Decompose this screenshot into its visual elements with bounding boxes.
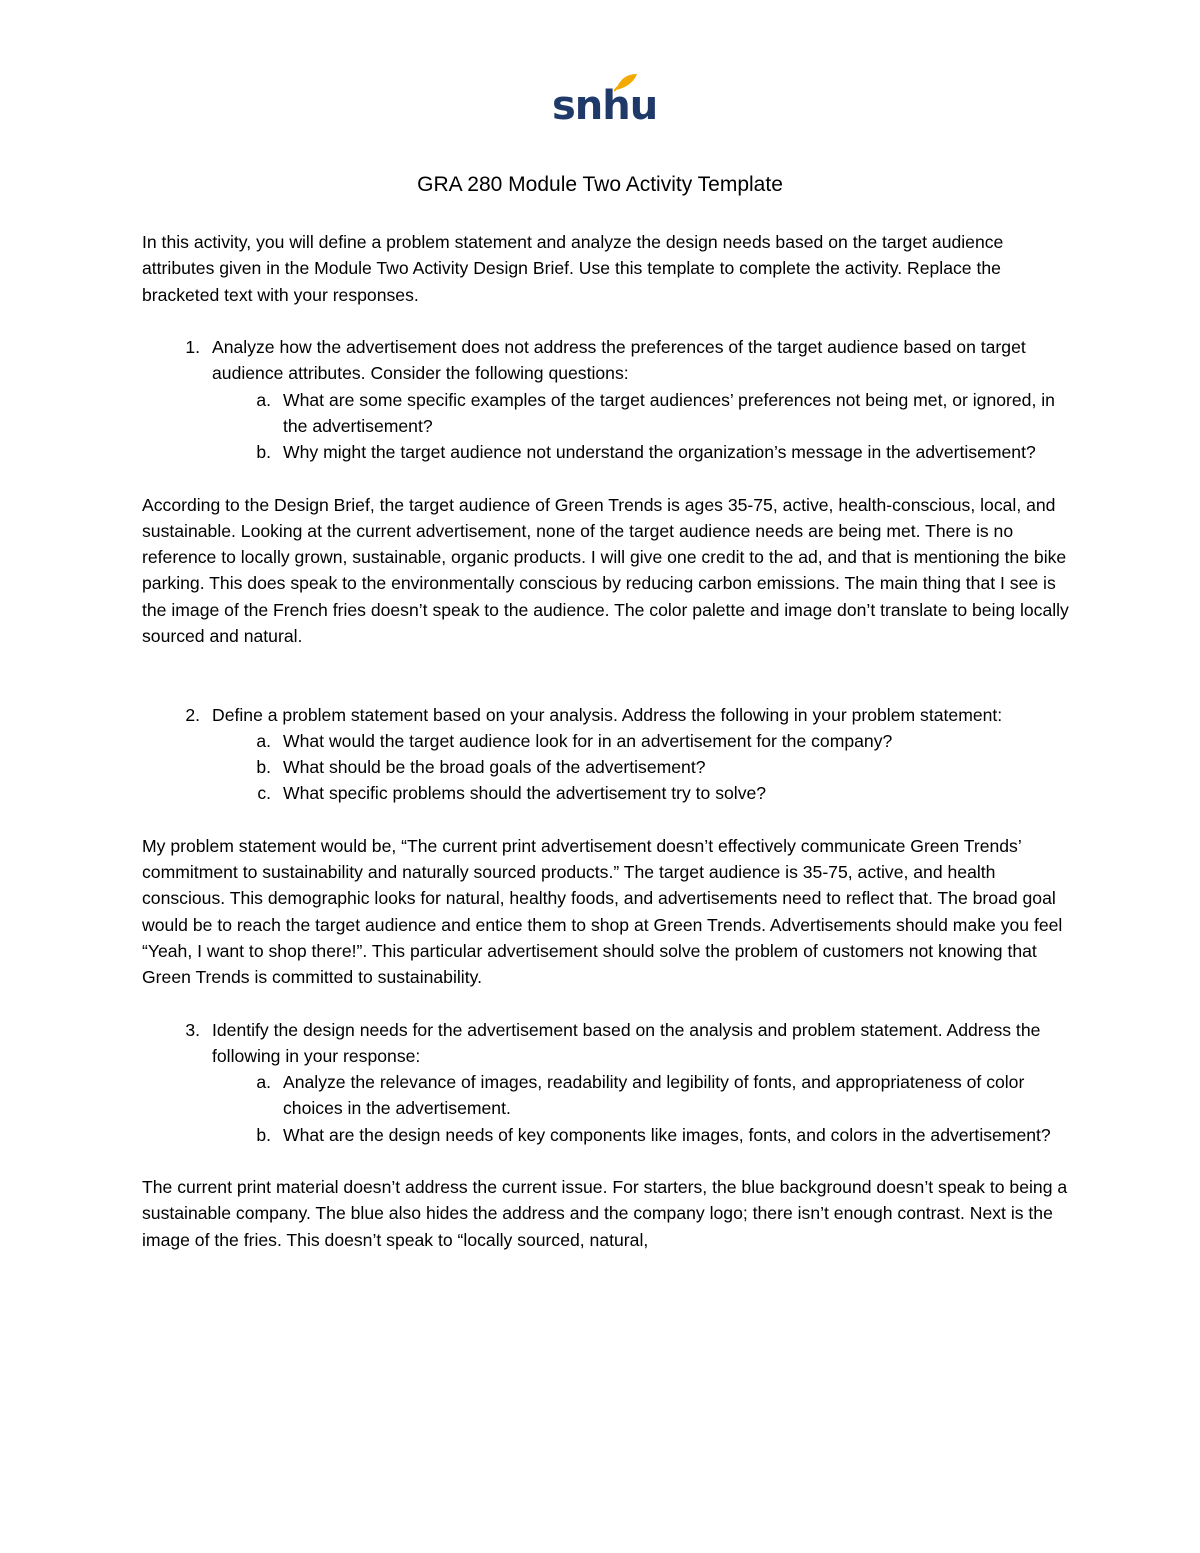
question-text: Analyze how the advertisement does not address the preferences of the target audience based on target audience attributes. Consider the following questions: — [212, 337, 1026, 384]
sub-letter: a. — [256, 389, 271, 410]
sub-letter: b. — [256, 442, 271, 462]
document-body — [142, 229, 1072, 1253]
sub-letter: c. — [257, 783, 271, 804]
sub-text: What should be the broad goals of the advertisement? — [283, 757, 706, 777]
snhu-logo — [552, 72, 658, 134]
sub-text: What would the target audience look for in an advertisement for the company? — [283, 730, 893, 751]
answer-2: My problem statement would be, “The current print advertisement doesn’t effectively communicate Green Trends’ commitment to sustainability and naturally sourced products.” The target audience is 35-75, active, and health conscious. This demographic looks for natural, healthy foods, and advertisements need to reflect that. The broad goal would be to reach the target audience and entice them to shop at Green Trends. Advertisements should make you feel “Yeah, I want to shop there!”. This particular advertisement should solve the problem of customers not knowing that Green Trends is committed to sustainability. — [142, 835, 1063, 987]
question-2-sub-b — [142, 754, 1072, 780]
question-3 — [142, 1017, 1072, 1070]
sub-letter: a. — [256, 730, 271, 751]
question-2-sub-c — [142, 780, 1072, 806]
sub-letter: b. — [256, 757, 271, 777]
question-2 — [142, 702, 1072, 728]
sub-text: Analyze the relevance of images, readability and legibility of fonts, and appropriateness of color choices in the advertisement. — [283, 1072, 1025, 1119]
question-text: Identify the design needs for the advertisement based on the analysis and problem statement. Address the following in your response: — [212, 1019, 1041, 1066]
sub-text: What specific problems should the advertisement try to solve? — [283, 783, 767, 804]
page-title: GRA 280 Module Two Activity Template — [417, 173, 783, 196]
answer-3: The current print material doesn’t address the current issue. For starters, the blue background doesn’t speak to being a sustainable company. The blue also hides the address and the company logo; there isn’t enough contrast. Next is the image of the fries. This doesn’t speak to “locally sourced, natural, — [142, 1177, 1068, 1250]
question-3-sub-b — [142, 1122, 1072, 1148]
sub-letter: b. — [256, 1124, 271, 1145]
sub-text: What are the design needs of key components like images, fonts, and colors in the advertisement? — [283, 1124, 1051, 1145]
logo-wordmark: snhu — [552, 83, 658, 129]
question-1-sub-b — [142, 439, 1072, 465]
question-number: 1. — [185, 337, 200, 357]
sub-text: Why might the target audience not understand the organization’s message in the advertisement? — [283, 442, 1036, 462]
sub-text: What are some specific examples of the target audiences’ preferences not being met, or ignored, in the advertisement? — [283, 389, 1055, 436]
question-1-sub-a — [142, 387, 1072, 440]
question-number: 3. — [185, 1019, 200, 1040]
sub-letter: a. — [256, 1072, 271, 1092]
intro-paragraph: In this activity, you will define a problem statement and analyze the design needs based on the target audience attributes given in the Module Two Activity Design Brief. Use this template to complete the activity. Replace the bracketed text with your responses. — [142, 232, 1004, 305]
question-3-sub-a — [142, 1069, 1072, 1122]
question-number: 2. — [185, 704, 200, 725]
answer-1: According to the Design Brief, the target audience of Green Trends is ages 35-75, active, health-conscious, local, and sustainable. Looking at the current advertisement, none of the target audience needs are being met. There is no reference to locally grown, sustainable, organic products. I will give one credit to the ad, and that is mentioning the bike parking. This does speak to the environmentally conscious by reducing carbon emissions. The main thing that I see is the image of the French fries doesn’t speak to the audience. The color palette and image don’t translate to being locally sourced and natural. — [142, 494, 1069, 646]
question-1 — [142, 334, 1072, 387]
question-text: Define a problem statement based on your analysis. Address the following in your problem statement: — [212, 704, 1003, 725]
question-2-sub-a — [142, 728, 1072, 754]
